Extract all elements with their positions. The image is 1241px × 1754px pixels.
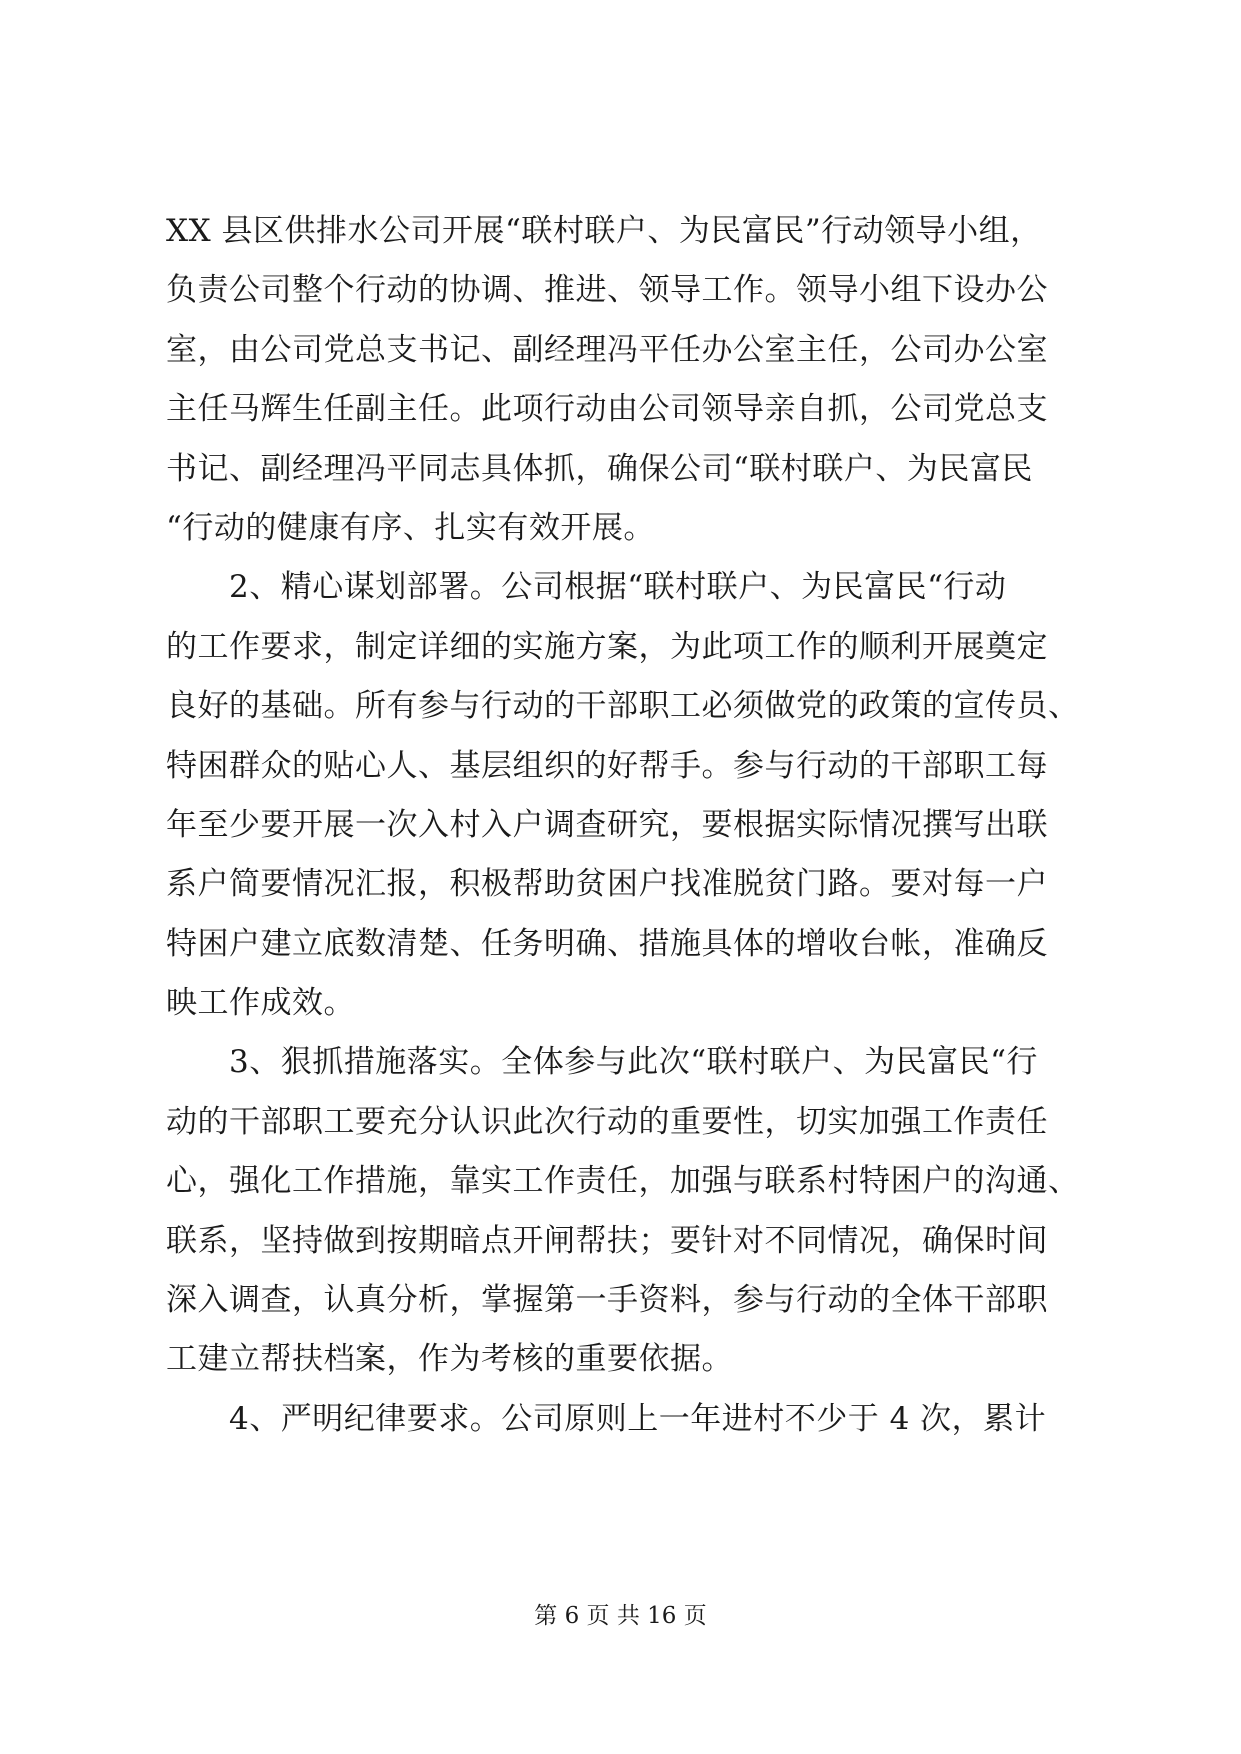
text-line: XX 县区供排水公司开展“联村联户、为民富民”行动领导小组， [166,213,1042,249]
text-line: “行动的健康有序、扎实有效开展。 [166,509,655,546]
text-line: 良好的基础。所有参与行动的干部职工必须做党的政策的宣传员、 [166,688,1080,725]
text-line: 联系，坚持做到按期暗点开闸帮扶；要针对不同情况，确保时间 [166,1222,1048,1259]
text-line: 系户简要情况汇报，积极帮助贫困户找准脱贫门路。要对每一户 [166,866,1048,903]
text-line: 动的干部职工要充分认识此次行动的重要性，切实加强工作责任 [166,1103,1048,1140]
document-body [166,202,1086,1449]
text-line: 工建立帮扶档案，作为考核的重要依据。 [166,1341,733,1378]
text-line: 心，强化工作措施，靠实工作责任，加强与联系村特困户的沟通、 [166,1163,1080,1200]
text-line: 深入调查，认真分析，掌握第一手资料，参与行动的全体干部职 [166,1282,1048,1319]
text-line: 书记、副经理冯平同志具体抓，确保公司“联村联户、为民富民 [166,450,1033,487]
paragraph-start-line: 2、精心谋划部署。公司根据“联村联户、为民富民“行动 [229,569,1007,606]
paragraph-start-line: 3、狠抓措施落实。全体参与此次“联村联户、为民富民“行 [229,1044,1038,1081]
page-number-footer: 第 6 页 共 16 页 [534,1603,707,1629]
text-line: 特困户建立底数清楚、任务明确、措施具体的增收台帐，准确反 [166,925,1048,962]
text-line: 映工作成效。 [166,985,355,1022]
text-line: 的工作要求，制定详细的实施方案，为此项工作的顺利开展奠定 [166,628,1048,665]
text-line: 负责公司整个行动的协调、推进、领导工作。领导小组下设办公 [166,272,1048,309]
paragraph-start-line: 4、严明纪律要求。公司原则上一年进村不少于 4 次，累计 [229,1400,1047,1437]
text-line: 特困群众的贴心人、基层组织的好帮手。参与行动的干部职工每 [166,747,1048,784]
text-line: 主任马辉生任副主任。此项行动由公司领导亲自抓，公司党总支 [166,391,1048,428]
text-line: 年至少要开展一次入村入户调查研究，要根据实际情况撰写出联 [166,806,1048,843]
text-line: 室，由公司党总支书记、副经理冯平任办公室主任，公司办公室 [166,331,1048,368]
